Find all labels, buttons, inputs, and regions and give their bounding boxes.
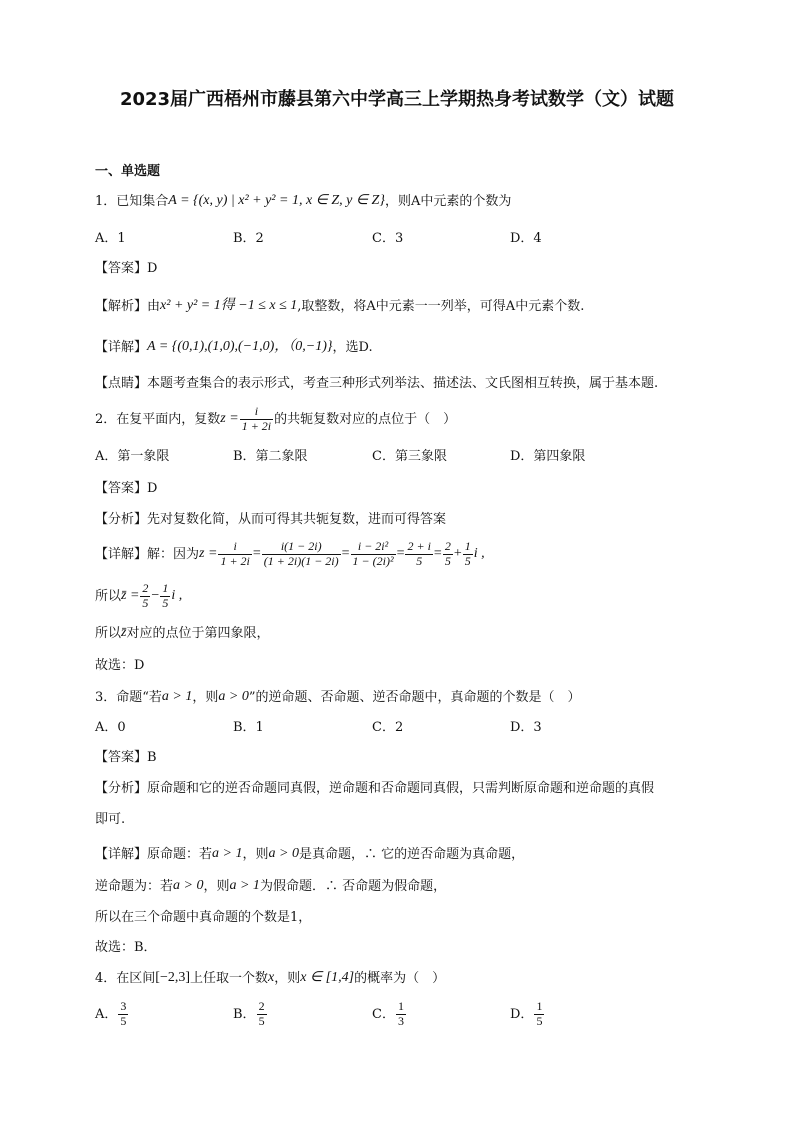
q2-choose: 故选：D bbox=[95, 658, 145, 673]
q2-option-b: B．第二象限 bbox=[233, 449, 308, 464]
q3-detail-line3: 所以在三个命题中真命题的个数是1， bbox=[95, 910, 312, 925]
q1-stem: 1．已知集合 A = {(x, y) | x² + y² = 1, x ∈ Z, y ∈ Z} ，则A中元素的个数为 bbox=[95, 193, 512, 209]
q2-detail: 【详解】 解：因为 z = $\frac{i}{1 + 2i}$ = $\frac{i(1 - 2i)}{(1 + 2i)(1 - 2i)}$ = $\frac{\text{i − 2i²}}{\text{1 − (2i)²}}$ = $\frac{2 + i}{5}$ = $\frac{2}{5}$ + $\frac{1}{5}$ i , bbox=[95, 539, 485, 568]
q2-option-a: A．第一象限 bbox=[95, 449, 170, 464]
q3-analysis: 【分析】原命题和它的逆否命题同真假，逆命题和否命题同真假，只需判断原命题和逆命题的真假 bbox=[95, 781, 655, 796]
q3-detail: 【详解】 原命题：若 a > 1 ，则 a > 0 是真命题，∴ 它的逆否命题为真命题， bbox=[95, 846, 525, 862]
q4-stem: 4．在区间 [−2,3] 上任取一个数 x ，则 x ∈ [1,4] 的概率为（ ） bbox=[95, 970, 446, 986]
q2-point: 所以 z̄ 对应的点位于第四象限， bbox=[95, 625, 270, 641]
q2-conjugate: 所以 z̄ = $\frac{2}{5}$ − $\frac{1}{5}$ i , bbox=[95, 581, 183, 610]
q3-answer: 【答案】B bbox=[95, 750, 157, 765]
document-title: 2023届广西梧州市藤县第六中学高三上学期热身考试数学（文）试题 bbox=[119, 89, 675, 110]
q1-comment: 【点睛】本题考查集合的表示形式，考查三种形式列举法、描述法、文氏图相互转换，属于基本题. bbox=[95, 376, 659, 391]
q1-set-formula: A = {(x, y) | x² + y² = 1, x ∈ Z, y ∈ Z} bbox=[168, 193, 385, 208]
q1-analysis: 【解析】 由 x² + y² = 1得 −1 ≤ x ≤ 1 ,取整数，将A中元素一一列举，可得A中元素个数. bbox=[95, 298, 585, 314]
q2-fraction: $\frac{i}{1 + 2i}$ bbox=[241, 404, 272, 433]
q3-choose: 故选：B． bbox=[95, 940, 157, 955]
q2-answer: 【答案】D bbox=[95, 481, 158, 496]
q4-option-b: B． $\frac{2}{5}$ bbox=[233, 999, 265, 1028]
q2-option-d: D．第四象限 bbox=[510, 449, 586, 464]
section-heading: 一、单选题 bbox=[95, 164, 161, 179]
q3-option-d: D．3 bbox=[510, 720, 542, 735]
q4-option-c: C． $\frac{1}{3}$ bbox=[372, 999, 404, 1028]
q4-option-a: A． $\frac{3}{5}$ bbox=[95, 999, 127, 1028]
q1-detail: 【详解】 A = {(0,1),(1,0),(−1,0)，（0,−1)} ，选D. bbox=[95, 339, 373, 355]
q1-option-a: A．1 bbox=[95, 231, 126, 246]
q1-answer: 【答案】D bbox=[95, 261, 158, 276]
q1-option-d: D．4 bbox=[510, 231, 542, 246]
q2-stem: 2．在复平面内，复数 z = $\frac{i}{1 + 2i}$ 的共轭复数对应的点位于（ ） bbox=[95, 404, 457, 433]
q3-option-a: A．0 bbox=[95, 720, 126, 735]
q1-option-b: B．2 bbox=[233, 231, 264, 246]
q3-stem: 3．命题“若 a > 1 ，则 a > 0 ”的逆命题、否命题、逆否命题中，真命题的个数是（ ） bbox=[95, 689, 581, 705]
q2-option-c: C．第三象限 bbox=[372, 449, 447, 464]
q3-option-b: B．1 bbox=[233, 720, 264, 735]
q3-detail-line2: 逆命题为：若 a > 0 ，则 a > 1 为假命题．∴ 否命题为假命题， bbox=[95, 878, 447, 894]
q4-option-d: D． $\frac{1}{5}$ bbox=[510, 999, 543, 1028]
q1-option-c: C．3 bbox=[372, 231, 404, 246]
q3-analysis-cont: 即可. bbox=[95, 812, 126, 827]
q2-analysis: 【分析】先对复数化简，从而可得其共轭复数，进而可得答案 bbox=[95, 512, 447, 527]
q3-option-c: C．2 bbox=[372, 720, 404, 735]
